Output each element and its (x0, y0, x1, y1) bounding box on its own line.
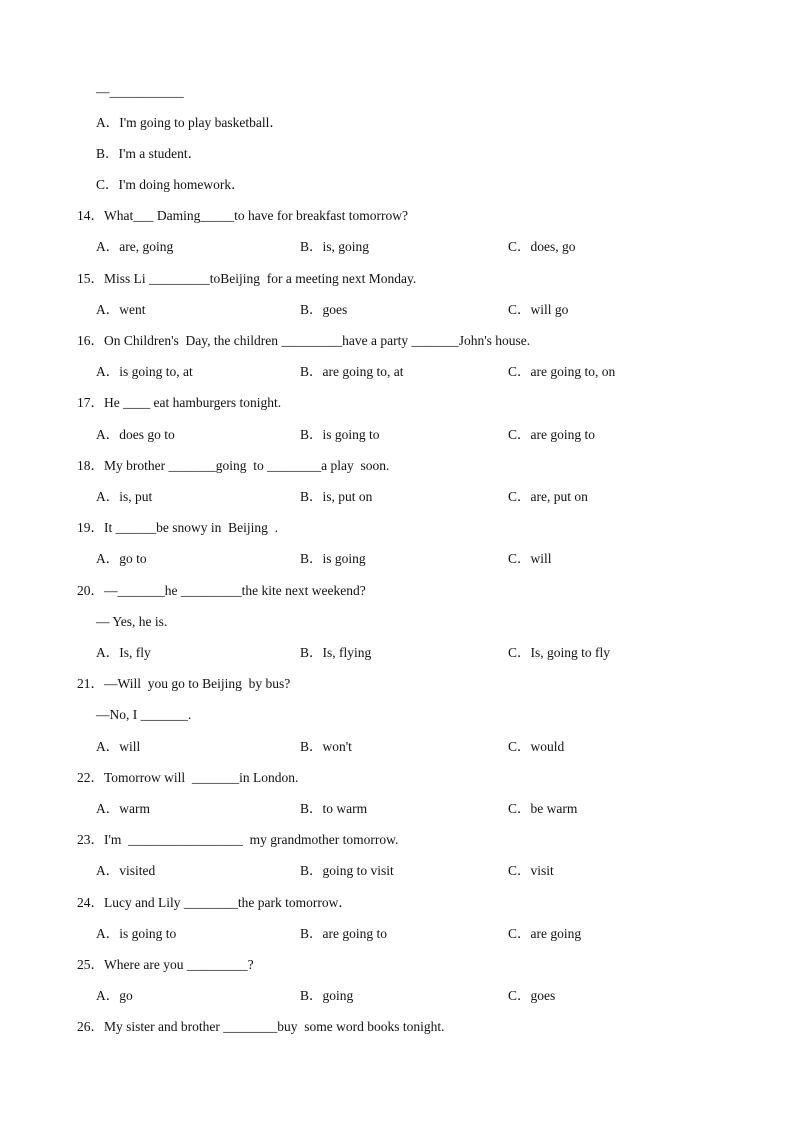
question-24: 24．Lucy and Lily ________the park tomorrow． (77, 895, 352, 910)
option-a: A．visited (96, 863, 156, 878)
option-a: A．went (96, 302, 146, 317)
question-23: 23．I'm _________________ my grandmother tomorrow. (77, 832, 399, 847)
option-b: B．is, going (300, 239, 370, 254)
option-a: A．is, put (96, 489, 153, 504)
option-a: A．does go to (96, 427, 175, 442)
option-b: B．is, put on (300, 489, 373, 504)
option-c: C．are going to, on (508, 364, 616, 379)
option-b: B．I'm a student． (96, 146, 202, 161)
option-b: B．are going to, at (300, 364, 404, 379)
option-c: C．are going to (508, 427, 595, 442)
question-22: 22．Tomorrow will _______in London. (77, 770, 299, 785)
question-21: 21．—Will you go to Beijing by bus? (77, 676, 291, 691)
option-c: C．would (508, 739, 565, 754)
option-a: A．go to (96, 551, 147, 566)
question-20: 20．—_______he _________the kite next weekend? (77, 583, 366, 598)
option-c: C．Is, going to fly (508, 645, 611, 660)
option-b: B．going to visit (300, 863, 394, 878)
option-b: B．is going (300, 551, 366, 566)
question-19: 19．It ______be snowy in Beijing . (77, 520, 278, 535)
option-c: C．be warm (508, 801, 578, 816)
option-b: B．going (300, 988, 354, 1003)
option-c: C．are going (508, 926, 582, 941)
option-c: C．does, go (508, 239, 576, 254)
option-a: A．are, going (96, 239, 174, 254)
question-21-reply: —No, I _______. (96, 707, 192, 722)
option-c: C．will (508, 551, 552, 566)
option-c: C．goes (508, 988, 556, 1003)
question-20-reply: — Yes, he is. (96, 614, 168, 629)
question-14: 14．What___ Daming_____to have for breakfast tomorrow? (77, 208, 409, 223)
option-a: A．warm (96, 801, 150, 816)
option-c: C．will go (508, 302, 569, 317)
question-15: 15．Miss Li _________toBeijing for a meeting next Monday. (77, 271, 417, 286)
question-17: 17．He ____ eat hamburgers tonight. (77, 395, 282, 410)
question-18: 18．My brother _______going to ________a play soon. (77, 458, 390, 473)
option-a: A．is going to, at (96, 364, 193, 379)
option-a: A．is going to (96, 926, 177, 941)
option-b: B．goes (300, 302, 348, 317)
question-25: 25．Where are you _________? (77, 957, 254, 972)
answer-blank: —___________ (96, 84, 184, 99)
option-a: A．I'm going to play basketball． (96, 115, 283, 130)
option-b: B．to warm (300, 801, 368, 816)
option-b: B．Is, flying (300, 645, 372, 660)
option-c: C．are, put on (508, 489, 588, 504)
question-26: 26．My sister and brother ________buy some word books tonight. (77, 1019, 445, 1034)
option-a: A．Is, fly (96, 645, 151, 660)
option-b: B．are going to (300, 926, 387, 941)
option-b: B．is going to (300, 427, 380, 442)
option-c: C．I'm doing homework． (96, 177, 245, 192)
option-a: A．will (96, 739, 141, 754)
option-c: C．visit (508, 863, 554, 878)
question-16: 16．On Children's Day, the children _________have a party _______John's house. (77, 333, 531, 348)
option-a: A．go (96, 988, 133, 1003)
option-b: B．won't (300, 739, 352, 754)
